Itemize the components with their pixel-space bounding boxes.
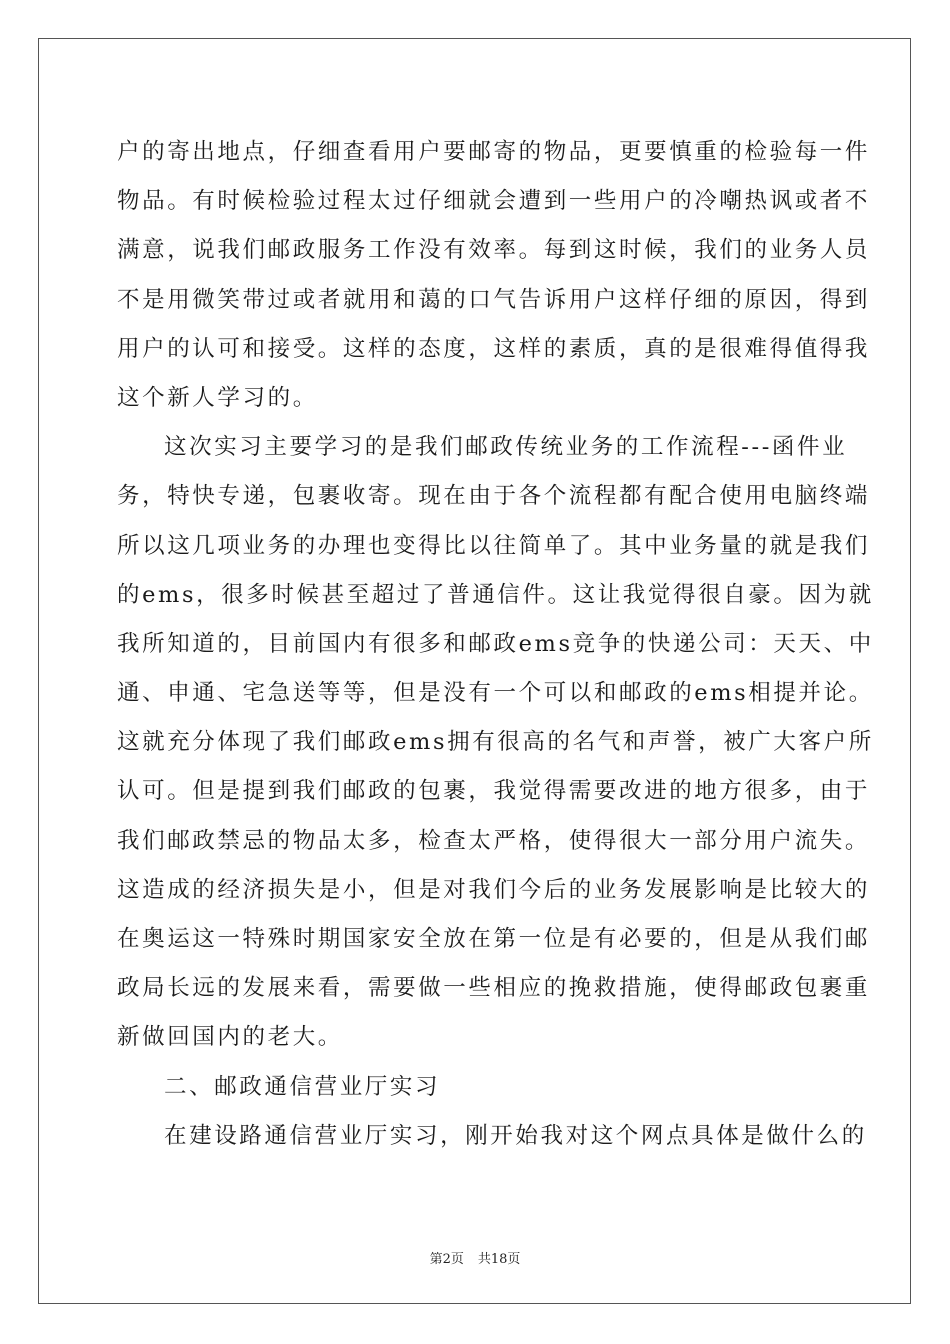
text-line: 我所知道的，目前国内有很多和邮政ems竞争的快递公司：天天、中: [117, 630, 874, 657]
text-line: 这造成的经济损失是小，但是对我们今后的业务发展影响是比较大的: [117, 876, 871, 903]
text-line: 用户的认可和接受。这样的态度，这样的素质，真的是很难得值得我: [117, 335, 871, 362]
text-line: 所以这几项业务的办理也变得比以往简单了。其中业务量的就是我们: [117, 532, 871, 559]
page-total: 共18页: [477, 1252, 521, 1267]
page-number: 第2页: [429, 1252, 464, 1267]
paragraph-start-line: 这次实习主要学习的是我们邮政传统业务的工作流程---函件业: [164, 434, 848, 461]
text-line: 不是用微笑带过或者就用和蔼的口气告诉用户这样仔细的原因，得到: [117, 286, 871, 313]
text-line: 政局长远的发展来看，需要做一些相应的挽救措施，使得邮政包裹重: [117, 975, 871, 1002]
text-line: 认可。但是提到我们邮政的包裹，我觉得需要改进的地方很多，由于: [117, 778, 871, 805]
text-line: 通、申通、宅急送等等，但是没有一个可以和邮政的ems相提并论。: [117, 680, 874, 707]
document-body: [117, 128, 874, 1161]
paragraph-start-line: 在建设路通信营业厅实习，刚开始我对这个网点具体是做什么的: [164, 1122, 867, 1149]
page-footer: [0, 1248, 950, 1267]
text-line: 这个新人学习的。: [117, 384, 318, 411]
text-line: 务，特快专递，包裹收寄。现在由于各个流程都有配合使用电脑终端: [117, 483, 871, 510]
text-line: 物品。有时候检验过程太过仔细就会遭到一些用户的冷嘲热讽或者不: [117, 188, 871, 215]
text-line: 的ems，很多时候甚至超过了普通信件。这让我觉得很自豪。因为就: [117, 581, 874, 608]
text-line: 满意，说我们邮政服务工作没有效率。每到这时候，我们的业务人员: [117, 237, 871, 264]
section-heading: 二、邮政通信营业厅实习: [164, 1073, 441, 1100]
text-line: 这就充分体现了我们邮政ems拥有很高的名气和声誉，被广大客户所: [117, 729, 874, 756]
text-line: 户的寄出地点，仔细查看用户要邮寄的物品，更要慎重的检验每一件: [117, 139, 871, 165]
text-line: 我们邮政禁忌的物品太多，检查太严格，使得很大一部分用户流失。: [117, 827, 871, 854]
text-line: 在奥运这一特殊时期国家安全放在第一位是有必要的，但是从我们邮: [117, 926, 871, 952]
text-line: 新做回国内的老大。: [117, 1024, 343, 1051]
